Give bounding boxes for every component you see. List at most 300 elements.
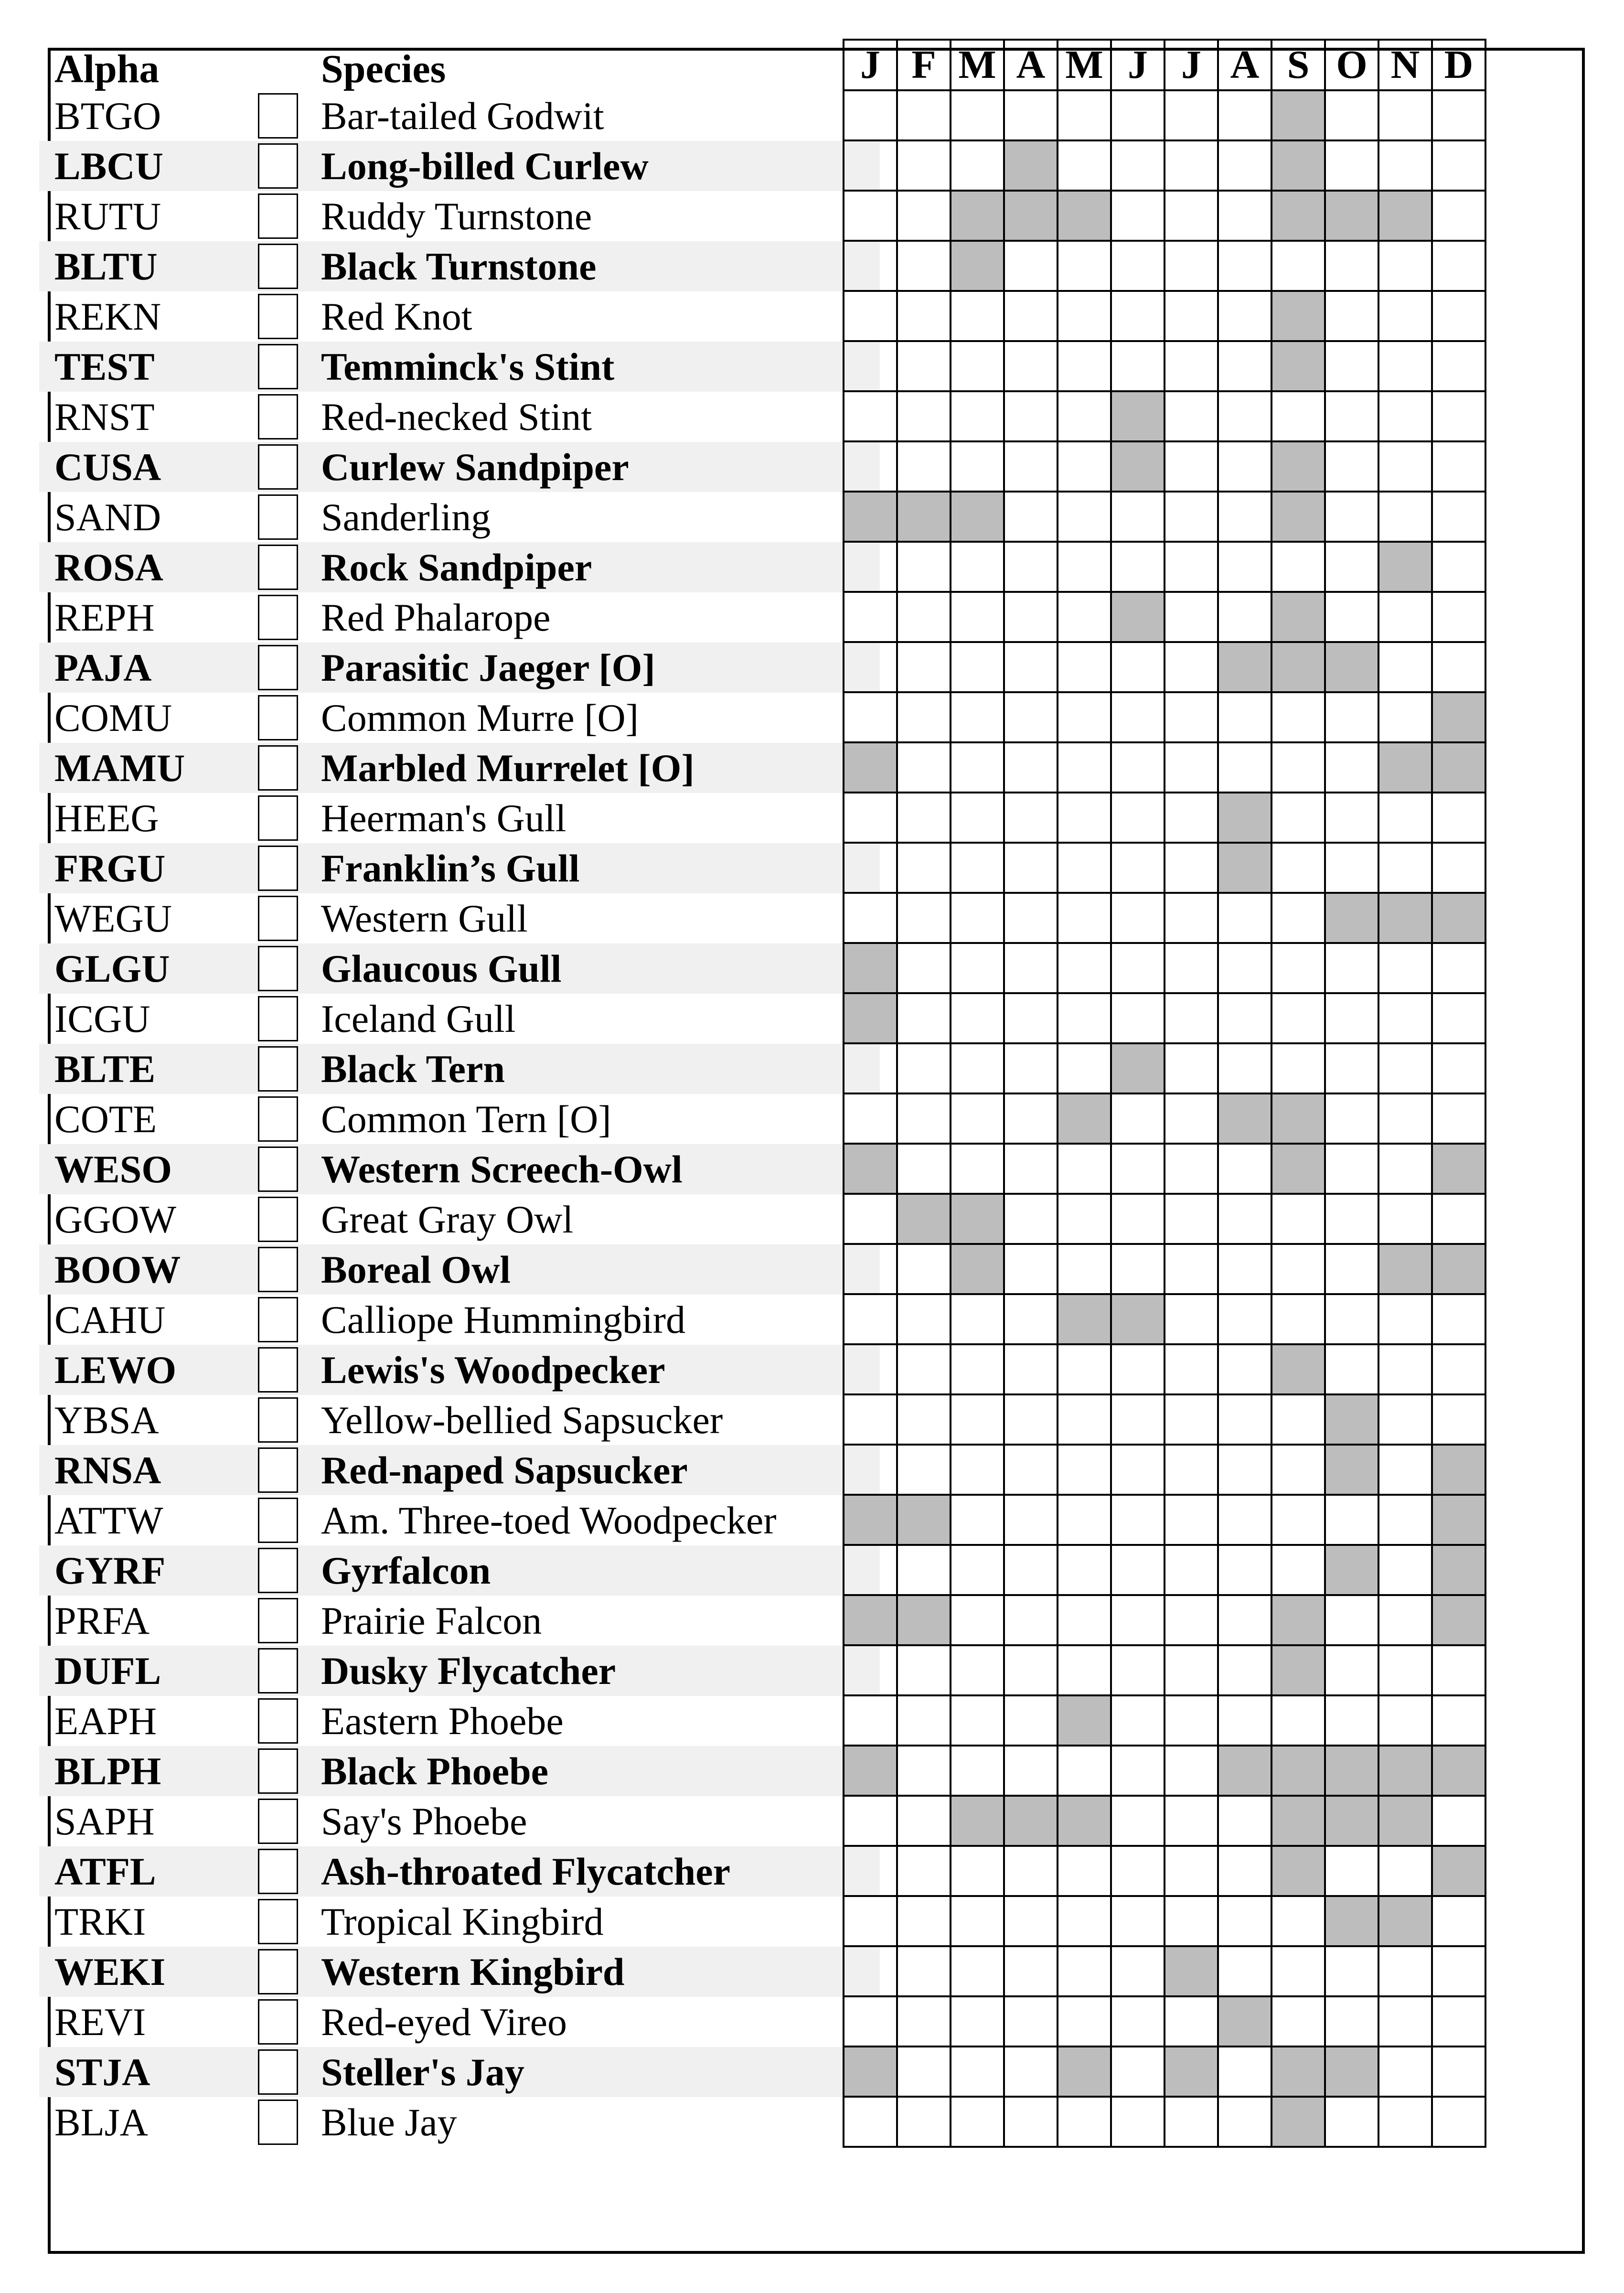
alpha-code: COMU xyxy=(54,696,172,739)
alpha-code: REVI xyxy=(54,2000,146,2044)
occurrence-cell xyxy=(1378,893,1432,943)
occurrence-cell xyxy=(897,492,951,542)
species-name: Prairie Falcon xyxy=(321,1599,542,1642)
occurrence-cell xyxy=(1378,1796,1432,1846)
species-row xyxy=(39,893,880,943)
occurrence-cell xyxy=(844,742,897,793)
alpha-code: YBSA xyxy=(54,1398,159,1442)
occurrence-cell xyxy=(844,1144,897,1194)
occurrence-cell xyxy=(1432,692,1485,742)
species-name: Common Murre [O] xyxy=(321,696,639,739)
occurrence-cell xyxy=(1271,191,1325,241)
species-name: Curlew Sandpiper xyxy=(321,445,629,489)
occurrence-cell xyxy=(1271,1595,1325,1645)
grid-line xyxy=(843,591,1486,593)
alpha-code: CAHU xyxy=(54,1298,166,1341)
grid-line xyxy=(843,1343,1486,1345)
grid-line xyxy=(843,1444,1486,1446)
species-name: Parasitic Jaeger [O] xyxy=(321,646,655,689)
alpha-code: REKN xyxy=(54,295,161,338)
alpha-code: RUTU xyxy=(54,194,161,238)
occurrence-cell xyxy=(1218,843,1271,893)
grid-line xyxy=(843,2146,1486,2148)
grid-line xyxy=(843,1093,1486,1094)
occurrence-cell xyxy=(1432,1244,1485,1294)
alpha-code: PAJA xyxy=(54,646,152,689)
occurrence-cell xyxy=(1325,1445,1378,1495)
occurrence-cell xyxy=(1111,391,1165,441)
species-row xyxy=(39,1345,880,1395)
species-row xyxy=(39,1796,880,1846)
occurrence-cell xyxy=(1058,1294,1111,1344)
month-header: N xyxy=(1390,43,1420,87)
species-name: Red-naped Sapsucker xyxy=(321,1448,688,1492)
checklist-box[interactable] xyxy=(258,394,298,439)
checklist-box[interactable] xyxy=(258,1949,298,1994)
checklist-box[interactable] xyxy=(258,1096,298,1142)
species-row xyxy=(39,643,880,693)
alpha-code: TRKI xyxy=(54,1900,146,1943)
species-name: Gyrfalcon xyxy=(321,1549,491,1592)
occurrence-cell xyxy=(1432,1445,1485,1495)
occurrence-cell xyxy=(1378,542,1432,592)
occurrence-cell xyxy=(1271,642,1325,692)
occurrence-cell xyxy=(1058,191,1111,241)
grid-line xyxy=(843,240,1486,242)
checklist-box[interactable] xyxy=(258,1498,298,1543)
occurrence-cell xyxy=(844,2047,897,2097)
species-row xyxy=(39,1194,880,1244)
species-row xyxy=(39,492,880,542)
checklist-box[interactable] xyxy=(258,294,298,339)
occurrence-cell xyxy=(1271,1796,1325,1846)
checklist-box[interactable] xyxy=(258,444,298,490)
occurrence-cell xyxy=(1432,1846,1485,1896)
grid-line xyxy=(843,491,1486,493)
grid-line xyxy=(843,290,1486,292)
grid-line xyxy=(843,1795,1486,1797)
alpha-code: BLJA xyxy=(54,2100,148,2144)
species-row xyxy=(39,1144,880,1194)
checklist-box[interactable] xyxy=(258,494,298,540)
alpha-code: WESO xyxy=(54,1147,172,1191)
grid-line xyxy=(843,892,1486,894)
alpha-code: WEGU xyxy=(54,897,172,940)
grid-line xyxy=(843,792,1486,793)
species-name: Western Gull xyxy=(321,897,528,940)
occurrence-cell xyxy=(1111,1294,1165,1344)
occurrence-cell xyxy=(951,1796,1004,1846)
species-name: Long-billed Curlew xyxy=(321,144,649,188)
alpha-code: SAND xyxy=(54,495,161,539)
species-row xyxy=(39,241,880,291)
occurrence-cell xyxy=(1378,1896,1432,1946)
alpha-column-header: Alpha xyxy=(54,47,160,91)
species-row xyxy=(39,1846,880,1897)
month-header: A xyxy=(1016,43,1046,87)
occurrence-cell xyxy=(1218,642,1271,692)
species-row xyxy=(39,2047,880,2097)
checklist-box[interactable] xyxy=(258,695,298,740)
checklist-box[interactable] xyxy=(258,1146,298,1192)
species-name: Sanderling xyxy=(321,495,491,539)
checklist-box[interactable] xyxy=(258,996,298,1041)
checklist-box[interactable] xyxy=(258,2100,298,2145)
occurrence-cell xyxy=(951,241,1004,291)
alpha-code: GYRF xyxy=(54,1549,166,1592)
grid-line xyxy=(843,1393,1486,1395)
occurrence-cell xyxy=(1271,1093,1325,1144)
checklist-box[interactable] xyxy=(258,1849,298,1894)
occurrence-cell xyxy=(1378,1244,1432,1294)
grid-line xyxy=(843,1293,1486,1295)
alpha-code: TEST xyxy=(54,345,155,388)
species-name: Great Gray Owl xyxy=(321,1198,574,1241)
checklist-box[interactable] xyxy=(258,244,298,289)
grid-line xyxy=(843,1895,1486,1897)
occurrence-cell xyxy=(1378,1746,1432,1796)
occurrence-cell xyxy=(1271,1746,1325,1796)
checklist-box[interactable] xyxy=(258,946,298,991)
alpha-code: REPH xyxy=(54,596,155,639)
occurrence-cell xyxy=(1271,592,1325,642)
species-column-header: Species xyxy=(321,47,446,91)
species-name: Heerman's Gull xyxy=(321,796,566,840)
table-header xyxy=(39,45,880,93)
species-row xyxy=(39,743,880,793)
occurrence-cell xyxy=(1432,1495,1485,1545)
alpha-code: ATFL xyxy=(54,1850,156,1893)
grid-line xyxy=(843,641,1486,643)
month-header: S xyxy=(1287,43,1310,87)
checklist-box[interactable] xyxy=(258,1799,298,1844)
species-row xyxy=(39,1044,880,1094)
occurrence-cell xyxy=(1432,893,1485,943)
alpha-code: ATTW xyxy=(54,1499,163,1542)
species-name: Glaucous Gull xyxy=(321,947,562,990)
checklist-box[interactable] xyxy=(258,143,298,189)
occurrence-cell xyxy=(1058,1796,1111,1846)
occurrence-cell xyxy=(1432,1144,1485,1194)
month-header: A xyxy=(1230,43,1260,87)
occurrence-cell xyxy=(1218,1746,1271,1796)
month-header: J xyxy=(1128,43,1148,87)
grid-line xyxy=(843,1995,1486,1997)
occurrence-cell xyxy=(1271,291,1325,341)
occurrence-cell xyxy=(1325,1796,1378,1846)
grid-line xyxy=(843,1594,1486,1596)
species-name: Black Tern xyxy=(321,1047,505,1091)
occurrence-cell xyxy=(897,1495,951,1545)
occurrence-cell xyxy=(1325,1394,1378,1445)
occurrence-cell xyxy=(1325,2047,1378,2097)
checklist-box[interactable] xyxy=(258,93,298,139)
month-header: D xyxy=(1444,43,1474,87)
occurrence-cell xyxy=(1271,492,1325,542)
species-name: Am. Three-toed Woodpecker xyxy=(321,1499,777,1542)
occurrence-cell xyxy=(1271,2097,1325,2147)
species-name: Tropical Kingbird xyxy=(321,1900,604,1943)
grid-line xyxy=(843,1694,1486,1696)
occurrence-cell xyxy=(897,1194,951,1244)
alpha-code: ICGU xyxy=(54,997,150,1040)
alpha-code: LBCU xyxy=(54,144,163,188)
alpha-code: DUFL xyxy=(54,1649,161,1693)
species-name: Red Knot xyxy=(321,295,472,338)
occurrence-cell xyxy=(1111,441,1165,492)
occurrence-cell xyxy=(1218,1996,1271,2047)
occurrence-cell xyxy=(1432,1746,1485,1796)
occurrence-cell xyxy=(1271,441,1325,492)
alpha-code: GLGU xyxy=(54,947,170,990)
alpha-code: LEWO xyxy=(54,1348,177,1392)
grid-line xyxy=(843,1945,1486,1947)
species-name: Calliope Hummingbird xyxy=(321,1298,685,1341)
species-row xyxy=(39,342,880,392)
occurrence-cell xyxy=(1432,1545,1485,1595)
species-name: Lewis's Woodpecker xyxy=(321,1348,665,1392)
alpha-code: COTE xyxy=(54,1097,157,1141)
species-name: Boreal Owl xyxy=(321,1248,511,1291)
occurrence-cell xyxy=(897,1595,951,1645)
grid-line xyxy=(843,139,1486,141)
occurrence-cell xyxy=(1218,793,1271,843)
alpha-code: GGOW xyxy=(54,1198,177,1241)
occurrence-cell xyxy=(844,1746,897,1796)
species-name: Red-eyed Vireo xyxy=(321,2000,567,2044)
occurrence-cell xyxy=(1271,140,1325,191)
occurrence-cell xyxy=(1325,642,1378,692)
alpha-code: BTGO xyxy=(54,94,161,138)
grid-line xyxy=(843,691,1486,693)
checklist-box[interactable] xyxy=(258,344,298,389)
occurrence-cell xyxy=(844,1595,897,1645)
species-row xyxy=(39,1094,880,1144)
species-name: Western Kingbird xyxy=(321,1950,625,1993)
species-row xyxy=(39,191,880,241)
checklist-box[interactable] xyxy=(258,645,298,690)
occurrence-cell xyxy=(1325,1896,1378,1946)
species-row xyxy=(39,392,880,442)
grid-line xyxy=(843,1143,1486,1145)
species-name: Say's Phoebe xyxy=(321,1800,527,1843)
checklist-box[interactable] xyxy=(258,1447,298,1493)
occurrence-cell xyxy=(1325,191,1378,241)
checklist-box[interactable] xyxy=(258,795,298,841)
grid-line xyxy=(843,440,1486,442)
checklist-box[interactable] xyxy=(258,1397,298,1443)
occurrence-cell xyxy=(1058,2047,1111,2097)
occurrence-cell xyxy=(1271,1144,1325,1194)
species-name: Red-necked Stint xyxy=(321,395,592,439)
species-name: Common Tern [O] xyxy=(321,1097,611,1141)
species-name: Dusky Flycatcher xyxy=(321,1649,616,1693)
occurrence-cell xyxy=(951,492,1004,542)
occurrence-cell xyxy=(1004,191,1058,241)
species-row xyxy=(39,1897,880,1947)
checklist-box[interactable] xyxy=(258,1698,298,1744)
occurrence-cell xyxy=(1271,90,1325,140)
grid-line xyxy=(843,2046,1486,2047)
species-row xyxy=(39,542,880,592)
species-row xyxy=(39,1495,880,1545)
species-row xyxy=(39,592,880,643)
species-row xyxy=(39,1295,880,1345)
checklist-box[interactable] xyxy=(258,1598,298,1643)
month-header: M xyxy=(1065,43,1103,87)
species-row xyxy=(39,91,880,141)
species-name: Western Screech-Owl xyxy=(321,1147,683,1191)
grid-line xyxy=(843,39,1486,41)
grid-line xyxy=(843,1193,1486,1195)
species-row xyxy=(39,1545,880,1596)
alpha-code: BOOW xyxy=(54,1248,181,1291)
species-row xyxy=(39,793,880,843)
species-name: Red Phalarope xyxy=(321,596,551,639)
month-header: F xyxy=(911,43,936,87)
grid-line xyxy=(843,390,1486,392)
occurrence-cell xyxy=(1111,592,1165,642)
occurrence-cell xyxy=(1325,1545,1378,1595)
grid-line xyxy=(843,1243,1486,1245)
grid-line xyxy=(843,741,1486,743)
grid-line xyxy=(843,1042,1486,1044)
month-header: J xyxy=(1181,43,1201,87)
checklist-box[interactable] xyxy=(258,193,298,239)
species-row xyxy=(39,1596,880,1646)
alpha-code: WEKI xyxy=(54,1950,166,1993)
grid-line xyxy=(843,1745,1486,1747)
species-name: Eastern Phoebe xyxy=(321,1699,564,1743)
grid-line xyxy=(843,541,1486,543)
species-row xyxy=(39,141,880,191)
checklist-box[interactable] xyxy=(258,1247,298,1292)
species-row xyxy=(39,943,880,994)
grid-line xyxy=(843,992,1486,994)
occurrence-cell xyxy=(1271,1846,1325,1896)
alpha-code: PRFA xyxy=(54,1599,150,1642)
grid-line xyxy=(843,1544,1486,1546)
grid-line xyxy=(843,1644,1486,1646)
occurrence-cell xyxy=(1218,1093,1271,1144)
occurrence-cell xyxy=(1325,1746,1378,1796)
species-name: Temminck's Stint xyxy=(321,345,615,388)
occurrence-cell xyxy=(1004,140,1058,191)
species-row xyxy=(39,1646,880,1696)
occurrence-cell xyxy=(951,191,1004,241)
species-name: Yellow-bellied Sapsucker xyxy=(321,1398,723,1442)
occurrence-cell xyxy=(1432,1595,1485,1645)
occurrence-cell xyxy=(1165,1946,1218,1996)
species-row xyxy=(39,1696,880,1746)
grid-line xyxy=(843,942,1486,944)
species-name: Bar-tailed Godwit xyxy=(321,94,604,138)
species-name: Franklin’s Gull xyxy=(321,846,580,890)
species-name: Black Phoebe xyxy=(321,1749,549,1793)
checklist-box[interactable] xyxy=(258,1347,298,1393)
occurrence-cell xyxy=(844,993,897,1043)
species-name: Blue Jay xyxy=(321,2100,457,2144)
species-row xyxy=(39,442,880,492)
checklist-box[interactable] xyxy=(258,1648,298,1693)
grid-line xyxy=(843,1494,1486,1496)
species-row xyxy=(39,2097,880,2147)
checklist-box[interactable] xyxy=(258,1548,298,1593)
occurrence-cell xyxy=(1325,893,1378,943)
species-row xyxy=(39,1997,880,2047)
occurrence-cell xyxy=(1271,1645,1325,1695)
checklist-box[interactable] xyxy=(258,545,298,590)
month-header: J xyxy=(860,43,880,87)
alpha-code: ROSA xyxy=(54,546,163,589)
species-name: Iceland Gull xyxy=(321,997,516,1040)
species-row xyxy=(39,994,880,1044)
occurrence-cell xyxy=(1165,2047,1218,2097)
occurrence-cell xyxy=(844,492,897,542)
alpha-code: STJA xyxy=(54,2050,150,2094)
species-row xyxy=(39,1244,880,1295)
occurrence-cell xyxy=(1271,2047,1325,2097)
alpha-code: BLPH xyxy=(54,1749,161,1793)
occurrence-cell xyxy=(1271,341,1325,391)
checklist-box[interactable] xyxy=(258,595,298,640)
checklist-box[interactable] xyxy=(258,1297,298,1342)
grid-line xyxy=(843,2096,1486,2098)
checklist-box[interactable] xyxy=(258,896,298,941)
alpha-code: RNST xyxy=(54,395,155,439)
species-row xyxy=(39,843,880,893)
checklist-box[interactable] xyxy=(258,2049,298,2095)
occurrence-cell xyxy=(1432,742,1485,793)
species-row xyxy=(39,1395,880,1445)
species-name: Marbled Murrelet [O] xyxy=(321,746,694,790)
grid-line xyxy=(843,1845,1486,1847)
checklist-box[interactable] xyxy=(258,1197,298,1242)
occurrence-cell xyxy=(951,1244,1004,1294)
checklist-box[interactable] xyxy=(258,1748,298,1794)
alpha-code: CUSA xyxy=(54,445,161,489)
grid-line xyxy=(843,190,1486,192)
occurrence-cell xyxy=(1111,1043,1165,1093)
checklist-box[interactable] xyxy=(258,1999,298,2045)
occurrence-cell xyxy=(1004,1796,1058,1846)
species-name: Black Turnstone xyxy=(321,245,597,288)
species-row xyxy=(39,1445,880,1495)
alpha-code: SAPH xyxy=(54,1800,155,1843)
month-header: O xyxy=(1336,43,1368,87)
occurrence-cell xyxy=(1271,1344,1325,1394)
occurrence-cell xyxy=(844,1495,897,1545)
alpha-code: BLTU xyxy=(54,245,158,288)
occurrence-cell xyxy=(1378,742,1432,793)
occurrence-cell xyxy=(844,943,897,993)
checklist-box[interactable] xyxy=(258,745,298,791)
checklist-box[interactable] xyxy=(258,1046,298,1092)
species-name: Ash-throated Flycatcher xyxy=(321,1850,731,1893)
species-row xyxy=(39,693,880,743)
species-row xyxy=(39,1947,880,1997)
checklist-box[interactable] xyxy=(258,846,298,891)
checklist-box[interactable] xyxy=(258,1899,298,1944)
grid-line xyxy=(843,842,1486,844)
alpha-code: FRGU xyxy=(54,846,166,890)
species-name: Rock Sandpiper xyxy=(321,546,592,589)
occurrence-cell xyxy=(1058,1093,1111,1144)
occurrence-cell xyxy=(1058,1695,1111,1746)
alpha-code: BLTE xyxy=(54,1047,156,1091)
species-name: Steller's Jay xyxy=(321,2050,524,2094)
species-row xyxy=(39,1746,880,1796)
